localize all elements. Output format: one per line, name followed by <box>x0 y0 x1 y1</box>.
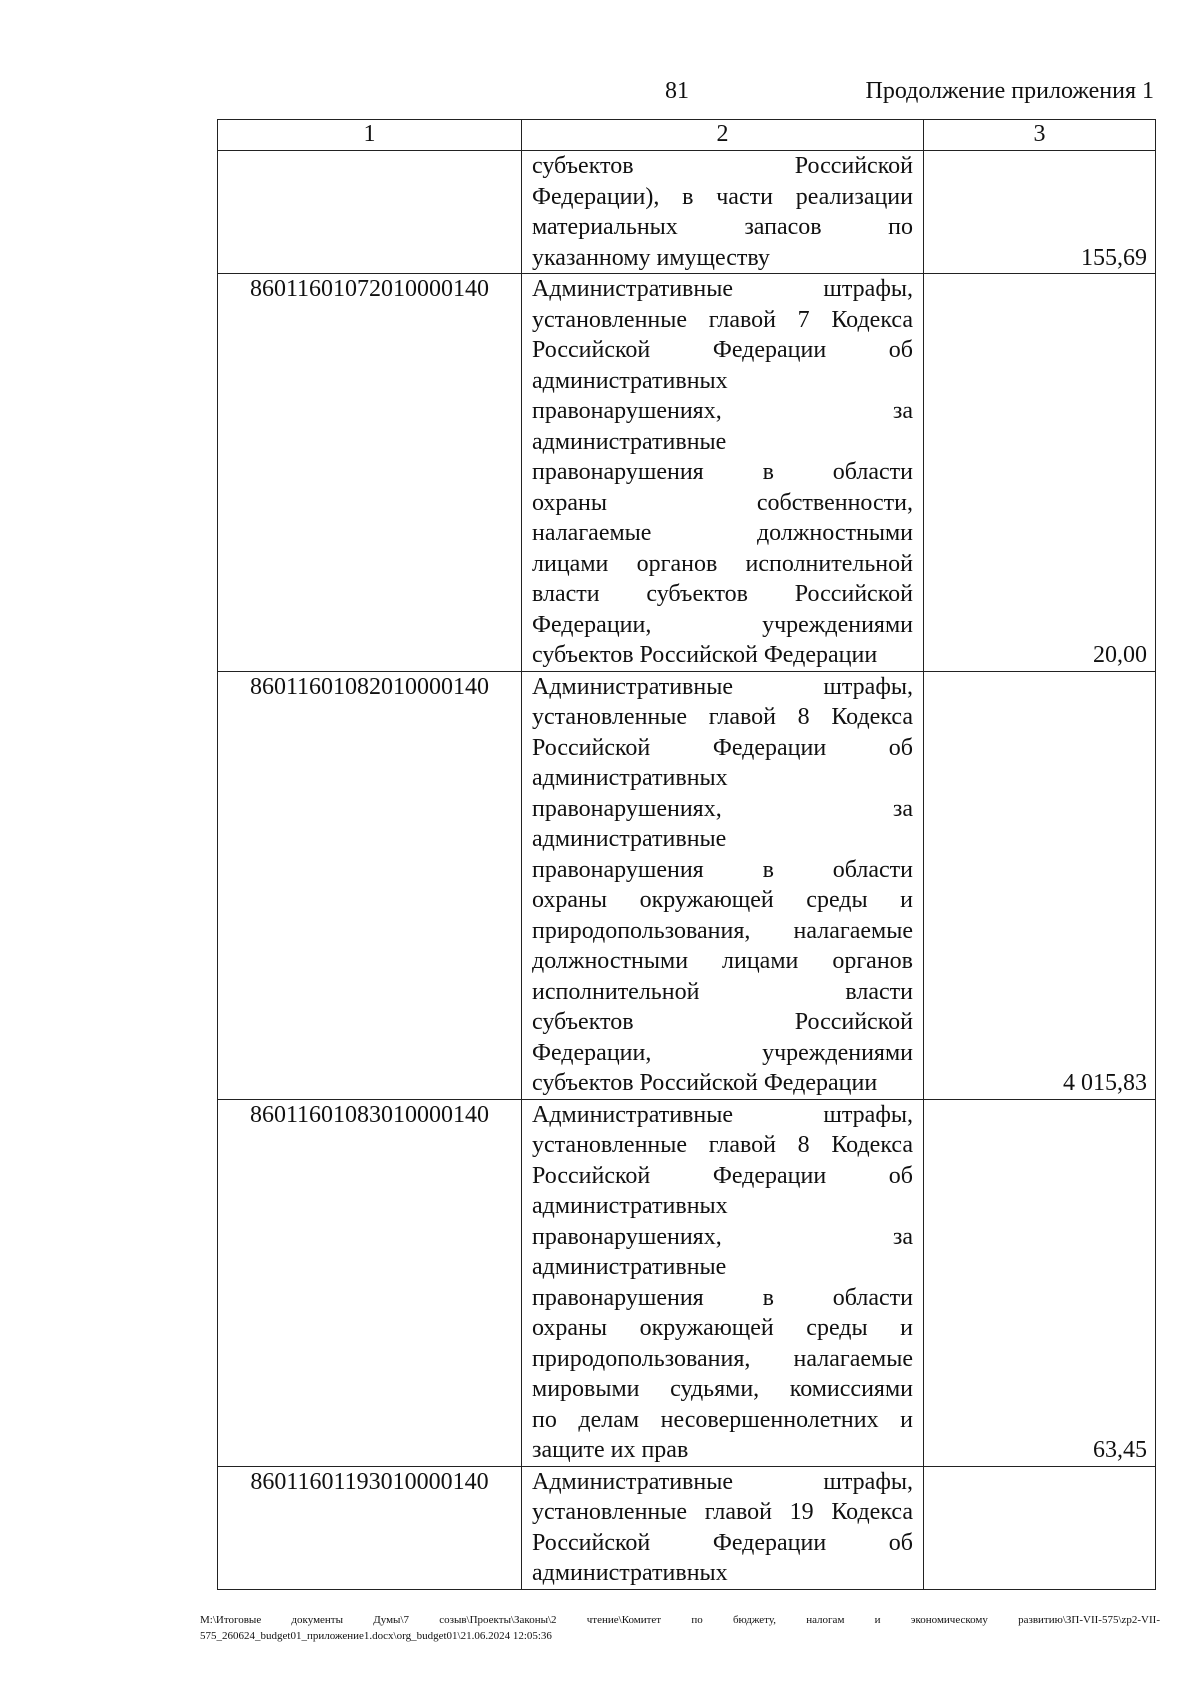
description-line: охраны собственности, <box>532 489 913 516</box>
description-line: административные <box>532 1254 727 1280</box>
amount-cell: 4 015,83 <box>924 671 1156 1099</box>
description-line: установленные главой 8 Кодекса <box>532 704 913 730</box>
amount-cell: 63,45 <box>924 1099 1156 1466</box>
description-line: правонарушениях, за <box>532 1223 913 1250</box>
income-code-cell: 86011601072010000140 <box>218 274 522 672</box>
table-row <box>218 274 1156 672</box>
description-line: налагаемые должностными <box>532 520 913 546</box>
table-row <box>218 1466 1156 1589</box>
description-line: Федерации), в части реализации <box>532 183 913 210</box>
description-line: правонарушениях, за <box>532 398 913 424</box>
description-cell <box>522 1466 924 1589</box>
description-line: установленные главой 7 Кодекса <box>532 306 913 333</box>
file-path-footer: M:\Итоговые документы Думы\7 созыв\Проекты\Законы\2 чтение\Комитет по бюджету, налогам и экономическому развитию\ЗП-VII-575\zp2-VII-575_260624_budget01_приложение1.docx\org_budget01\21.06.2024 12:05:36 <box>200 1614 1160 1642</box>
description-line: Административные штрафы, <box>532 1101 913 1128</box>
description-line: должностными лицами органов <box>532 948 913 974</box>
description-line: административные <box>532 428 727 455</box>
page-number: 81 <box>665 78 689 104</box>
description-line: защите их прав <box>532 1437 689 1463</box>
table-row <box>218 151 1156 274</box>
description-line: по делам несовершеннолетних и <box>532 1406 913 1433</box>
description-line: правонарушения в области <box>532 1284 913 1311</box>
description-line: охраны окружающей среды и <box>532 887 913 913</box>
description-line: субъектов Российской Федерации <box>532 1070 878 1096</box>
description-line: правонарушениях, за <box>532 795 913 822</box>
description-line: установленные главой 8 Кодекса <box>532 1132 913 1158</box>
description-line: Российской Федерации об <box>532 337 913 363</box>
description-line: природопользования, налагаемые <box>532 1345 913 1372</box>
description-cell <box>522 671 924 1099</box>
table-row <box>218 671 1156 1099</box>
description-line: Российской Федерации об <box>532 1529 913 1556</box>
description-line: охраны окружающей среды и <box>532 1315 913 1341</box>
description-line: установленные главой 19 Кодекса <box>532 1499 913 1525</box>
description-line: правонарушения в области <box>532 856 913 883</box>
income-code-cell: 86011601083010000140 <box>218 1099 522 1466</box>
description-line: Административные штрафы, <box>532 673 913 700</box>
description-line: Административные штрафы, <box>532 276 913 302</box>
budget-table <box>217 119 1156 1590</box>
description-line: лицами органов исполнительной <box>532 550 913 577</box>
description-cell <box>522 274 924 672</box>
description-cell <box>522 1099 924 1466</box>
amount-cell: 20,00 <box>924 274 1156 672</box>
description-line: мировыми судьями, комиссиями <box>532 1376 913 1402</box>
column-number-row <box>218 120 1156 151</box>
description-line: исполнительной власти <box>532 978 913 1005</box>
income-code-cell <box>218 151 522 274</box>
table-body <box>218 151 1156 1590</box>
description-line: административных <box>532 367 728 394</box>
description-line: административных <box>532 765 728 791</box>
amount-cell <box>924 1466 1156 1589</box>
continuation-heading: Продолжение приложения 1 <box>865 78 1154 104</box>
description-line: Федерации, учреждениями <box>532 1039 913 1066</box>
description-line: Российской Федерации об <box>532 1162 913 1189</box>
description-line: Федерации, учреждениями <box>532 611 913 638</box>
column-number-1: 1 <box>218 120 522 151</box>
description-line: Российской Федерации об <box>532 734 913 761</box>
description-line: административных <box>532 1193 728 1219</box>
income-code-cell: 86011601193010000140 <box>218 1466 522 1589</box>
description-line: субъектов Российской <box>532 1009 913 1035</box>
description-line: субъектов Российской <box>532 153 913 179</box>
description-line: Административные штрафы, <box>532 1468 913 1495</box>
description-line: власти субъектов Российской <box>532 581 913 607</box>
description-cell <box>522 151 924 274</box>
description-line: административные <box>532 826 727 852</box>
description-line: административных <box>532 1560 728 1586</box>
description-line: правонарушения в области <box>532 459 913 485</box>
description-line: субъектов Российской Федерации <box>532 642 878 668</box>
description-line: материальных запасов по <box>532 214 913 240</box>
description-line: указанному имуществу <box>532 244 770 271</box>
column-number-3: 3 <box>924 120 1156 151</box>
table-row <box>218 1099 1156 1466</box>
income-code-cell: 86011601082010000140 <box>218 671 522 1099</box>
amount-cell: 155,69 <box>924 151 1156 274</box>
description-line: природопользования, налагаемые <box>532 917 913 944</box>
column-number-2: 2 <box>522 120 924 151</box>
